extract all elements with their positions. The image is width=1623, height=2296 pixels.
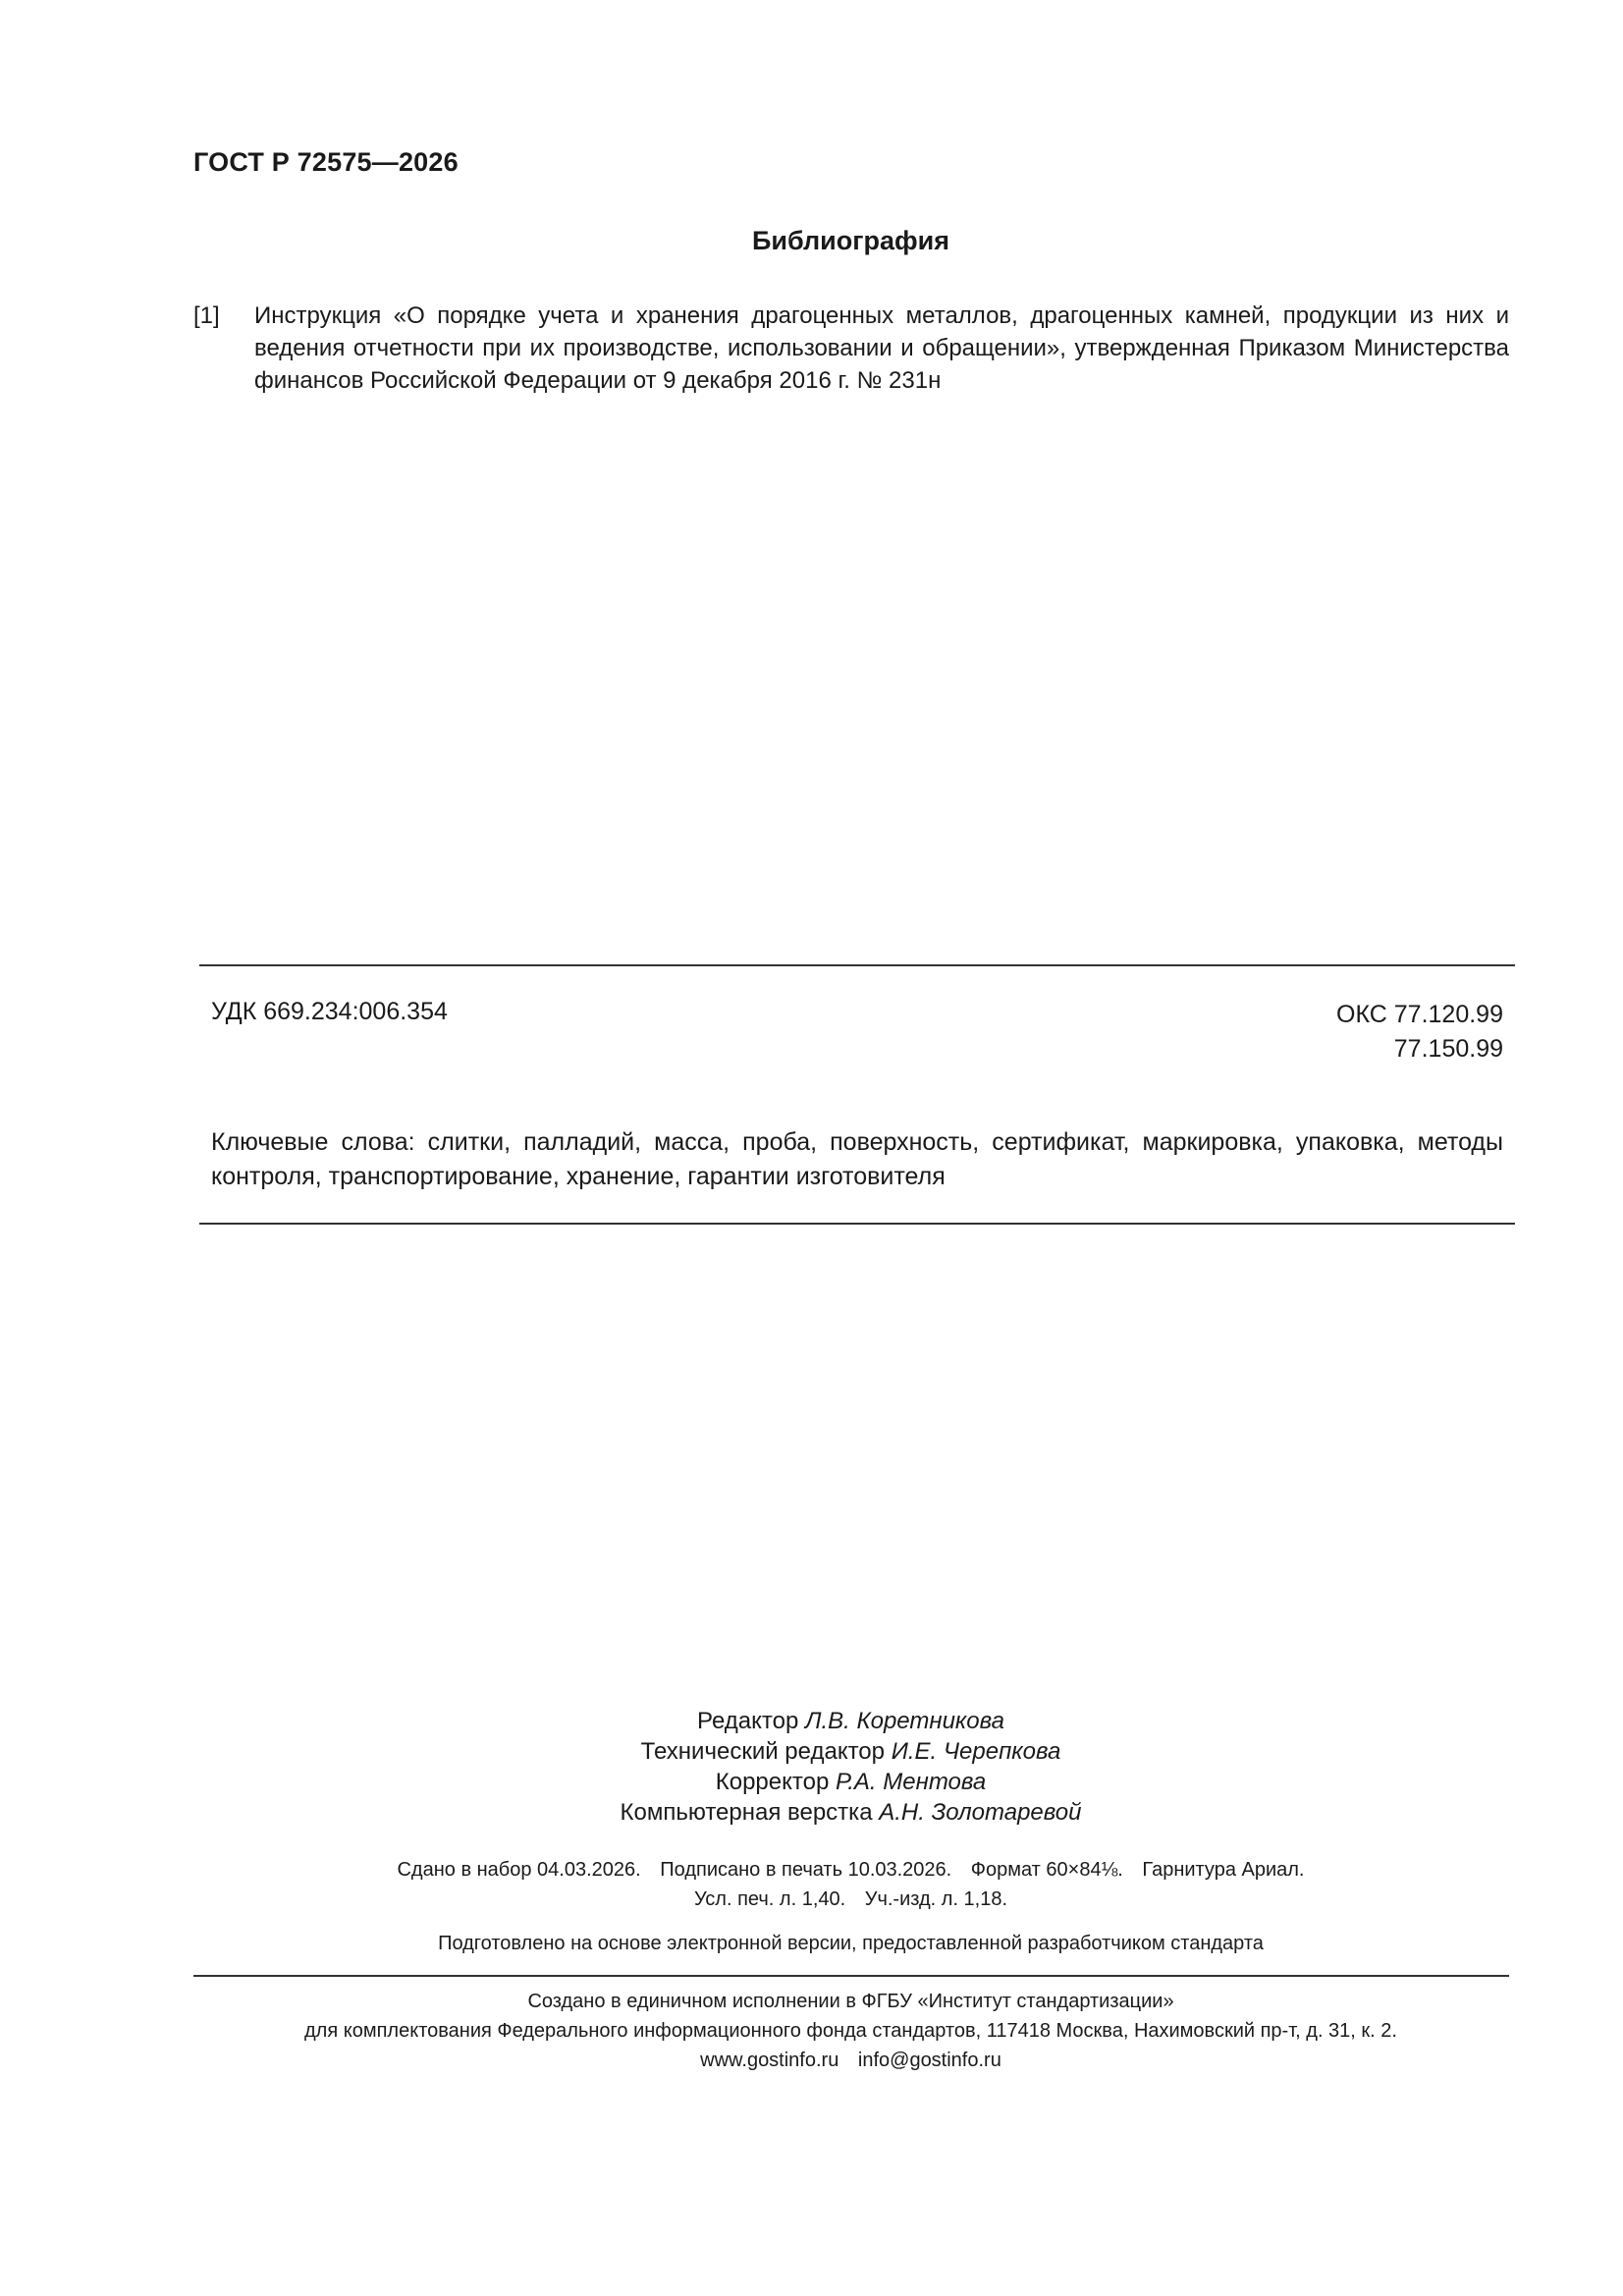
bibliography-item-text: Инструкция «О порядке учета и хранения драгоценных металлов, драгоценных камней, продукции из них и ведения отчетности при их производстве, использовании и обращении», утвержденная Приказом Министерства финансов Российской Федерации от 9 декабря 2016 г. № 231н bbox=[254, 302, 1509, 394]
staff-proofreader bbox=[0, 1767, 1623, 1797]
staff-name: Р.А. Ментова bbox=[835, 1769, 987, 1795]
print-sheets: Усл. печ. л. 1,40. bbox=[693, 1888, 846, 1910]
staff-role: Корректор bbox=[715, 1769, 830, 1795]
editorial-staff bbox=[0, 1706, 1623, 1828]
email-link[interactable]: info@gostinfo.ru bbox=[857, 2050, 1001, 2071]
oks-code-secondary: 77.150.99 bbox=[1393, 1035, 1503, 1063]
staff-editor bbox=[0, 1706, 1623, 1736]
prepared-note: Подготовлено на основе электронной версии, предоставленной разработчиком стандарта bbox=[438, 1933, 1264, 1954]
publisher-sheets: Уч.-изд. л. 1,18. bbox=[864, 1888, 1008, 1910]
staff-role: Редактор bbox=[697, 1708, 799, 1734]
created-note bbox=[0, 1987, 1623, 2075]
oks-codes bbox=[1336, 998, 1503, 1066]
keywords: Ключевые слова: слитки, палладий, масса, проба, поверхность, сертификат, маркировка, упаковка, методы контроля, транспортирование, хранение, гарантии изготовителя bbox=[211, 1128, 1503, 1190]
print-info-line2 bbox=[0, 1885, 1623, 1914]
print-info-line1 bbox=[0, 1855, 1623, 1885]
submitted-date: Сдано в набор 04.03.2026. bbox=[397, 1859, 641, 1881]
bibliography-item bbox=[193, 300, 1509, 397]
bibliography-list bbox=[193, 300, 1509, 397]
document-code: ГОСТ Р 72575—2026 bbox=[193, 147, 459, 177]
oks-code-primary: ОКС 77.120.99 bbox=[1336, 1001, 1503, 1028]
bibliography-item-number: [1] bbox=[193, 302, 220, 329]
signed-date: Подписано в печать 10.03.2026. bbox=[660, 1859, 952, 1881]
print-info bbox=[0, 1855, 1623, 1914]
udk-code: УДК 669.234:006.354 bbox=[211, 998, 448, 1025]
paper-format: Формат 60×84⅛. bbox=[970, 1859, 1123, 1881]
divider-middle bbox=[199, 1223, 1515, 1225]
typeface: Гарнитура Ариал. bbox=[1142, 1859, 1305, 1881]
staff-role: Технический редактор bbox=[640, 1738, 886, 1765]
bibliography-title: Библиография bbox=[752, 226, 949, 255]
staff-name: И.Е. Черепкова bbox=[891, 1738, 1061, 1765]
staff-technical-editor bbox=[0, 1736, 1623, 1767]
staff-layout bbox=[0, 1797, 1623, 1828]
staff-name: Л.В. Коретникова bbox=[805, 1708, 1004, 1734]
staff-name: А.Н. Золотаревой bbox=[879, 1799, 1082, 1826]
created-line1: Создано в единичном исполнении в ФГБУ «Институт стандартизации» bbox=[527, 1991, 1174, 2012]
staff-role: Компьютерная верстка bbox=[620, 1799, 873, 1826]
divider-bottom bbox=[193, 1975, 1509, 1977]
created-line2: для комплектования Федерального информационного фонда стандартов, 117418 Москва, Нахимовский пр-т, д. 31, к. 2. bbox=[304, 2020, 1397, 2042]
divider-top bbox=[199, 964, 1515, 966]
contacts bbox=[0, 2046, 1623, 2075]
website-link[interactable]: www.gostinfo.ru bbox=[700, 2050, 839, 2071]
